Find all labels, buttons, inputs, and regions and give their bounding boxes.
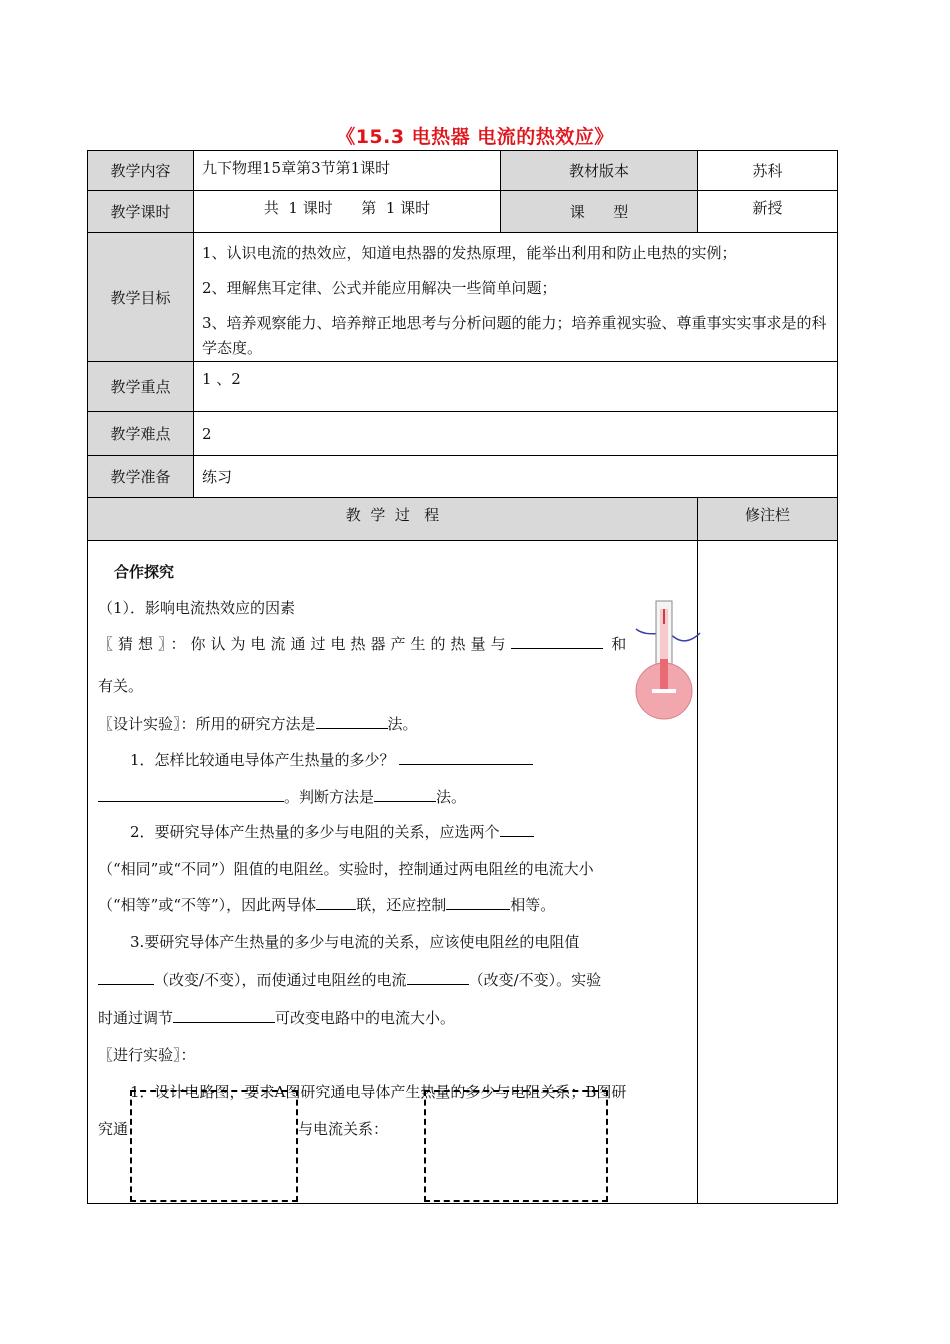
question-2-end: （“相等”或“不等”），因此两导体 联，还应控制 相等。 <box>98 896 556 914</box>
question-1-cont: 。判断方法是 法。 <box>98 786 687 807</box>
prep-value: 练习 <box>194 456 838 498</box>
sub-heading: （1）．影响电流热效应的因素 <box>98 599 296 617</box>
guess-line-end: 有关。 <box>98 677 144 695</box>
process-header: 教 学 过 程 <box>88 498 698 541</box>
blank-field[interactable] <box>316 714 388 729</box>
goals-label: 教学目标 <box>88 233 194 362</box>
conduct-heading: 〖进行实验〗： <box>98 1046 196 1064</box>
blank-field[interactable] <box>98 787 284 802</box>
hours-value: 共 1 课时 第 1 课时 <box>194 191 501 233</box>
key-points-label: 教学重点 <box>88 362 194 412</box>
blank-field[interactable] <box>511 634 603 649</box>
content-value: 九下物理15章第3节第1课时 <box>194 151 501 191</box>
goal-item: 2、理解焦耳定律、公式并能应用解决一些简单问题； <box>202 279 557 297</box>
blank-field[interactable] <box>98 970 154 985</box>
blank-field[interactable] <box>316 895 356 910</box>
goal-item: 1、认识电流的热效应，知道电热器的发热原理，能举出利用和防止电热的实例； <box>202 244 737 262</box>
blank-field[interactable] <box>500 822 534 837</box>
blank-field[interactable] <box>446 895 510 910</box>
prep-label: 教学准备 <box>88 456 194 498</box>
difficulty-value: 2 <box>194 412 838 456</box>
lesson-plan-table <box>87 150 838 1204</box>
process-content <box>88 541 698 1204</box>
circuit-instruction-cont: 究通 <box>98 1120 129 1138</box>
edition-label: 教材版本 <box>501 151 698 191</box>
guess-line: 〖猜想〗：你认为电流通过电热器产生的热量与 和 <box>98 635 627 653</box>
type-value: 新授 <box>698 191 838 233</box>
section-title: 合作探究 <box>114 563 175 581</box>
page-title: 《15.3 电热器 电流的热效应》 <box>336 126 614 148</box>
notes-header: 修注栏 <box>698 498 838 541</box>
heater-apparatus-image <box>634 599 704 724</box>
blank-field[interactable] <box>399 750 533 765</box>
question-2-cont: （“相同”或“不同”）阻值的电阻丝。实验时，控制通过两电阻丝的电流大小 <box>98 860 594 878</box>
goals-list <box>194 233 838 362</box>
question-2: 2．要研究导体产生热量的多少与电阻的关系，应选两个 <box>130 821 687 842</box>
design-line: 〖设计实验〗：所用的研究方法是 法。 <box>98 715 418 733</box>
content-label: 教学内容 <box>88 151 194 191</box>
circuit-instruction-cont: 与电流关系： <box>298 1120 389 1138</box>
question-1: 1．怎样比较通电导体产生热量的多少？ <box>130 749 687 770</box>
hours-label: 教学课时 <box>88 191 194 233</box>
key-points-value: 1 、2 <box>194 362 838 412</box>
circuit-diagram-b-box[interactable] <box>424 1090 608 1202</box>
difficulty-label: 教学难点 <box>88 412 194 456</box>
question-3: 3.要研究导体产生热量的多少与电流的关系，应该使电阻丝的电阻值 <box>130 933 580 951</box>
blank-field[interactable] <box>173 1008 275 1023</box>
question-3-cont: （改变/不变），而使通过电阻丝的电流 （改变/不变）。实验 <box>98 969 687 990</box>
blank-field[interactable] <box>407 970 469 985</box>
circuit-instruction: 1．设计电路图，要求A图研究通电导体产生热量的多少与电阻关系；B图研 <box>130 1083 627 1101</box>
type-label: 课 型 <box>501 191 698 233</box>
blank-field[interactable] <box>374 787 436 802</box>
question-3-end: 时通过调节 可改变电路中的电流大小。 <box>98 1009 456 1027</box>
circuit-diagram-a-box[interactable] <box>130 1090 298 1202</box>
edition-value: 苏科 <box>698 151 838 191</box>
goal-item: 3、培养观察能力、培养辩正地思考与分析问题的能力；培养重视实验、尊重事实实事求是的科学态度。 <box>202 314 827 357</box>
notes-column[interactable] <box>698 541 838 1204</box>
